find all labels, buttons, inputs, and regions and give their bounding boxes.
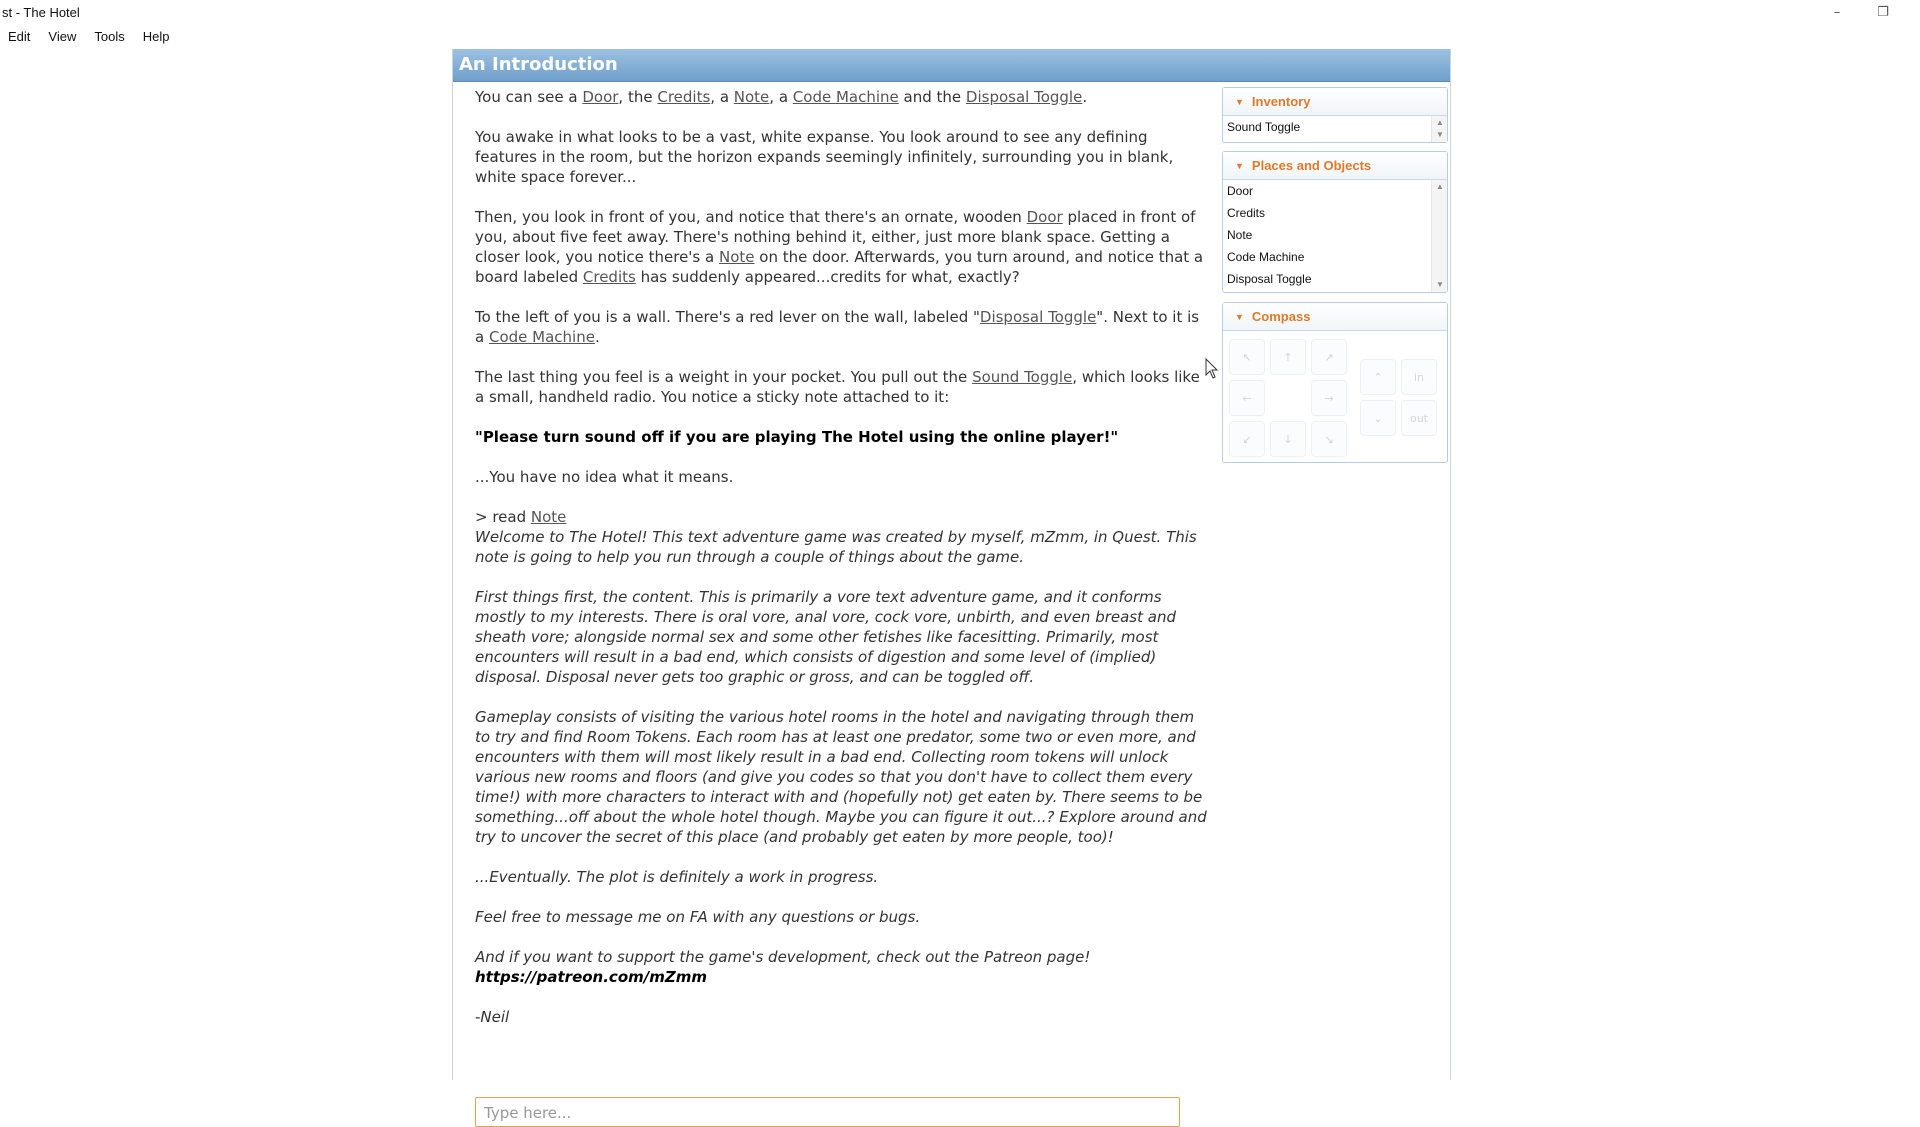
mouse-cursor-icon <box>1205 358 1219 380</box>
compass-header[interactable] <box>1223 303 1447 331</box>
command-text: > read <box>475 508 531 526</box>
restore-button[interactable]: ❐ <box>1877 4 1889 20</box>
compass-east-button[interactable]: → <box>1311 380 1347 416</box>
inventory-item[interactable]: Sound Toggle <box>1227 120 1301 134</box>
places-title: Places and Objects <box>1251 158 1372 173</box>
place-item-door[interactable]: Door <box>1227 184 1254 198</box>
signature: -Neil <box>475 1008 510 1026</box>
note-link[interactable]: Note <box>530 508 567 526</box>
note-link[interactable]: Note <box>718 248 755 266</box>
command-input[interactable] <box>475 1097 1180 1127</box>
note-link[interactable]: Note <box>733 88 770 106</box>
output-text: , a <box>710 88 734 106</box>
note-paragraph: First things first, the content. This is primarily a vore text adventure game, and it conforms mostly to my interests. There is oral vore, anal vore, cock vore, unbirth, and even breast and sheath vore; alongside normal sex and some other fetishes like facesitting. Primarily, most encounters will result in a bad end, which consists of digestion and some level of (implied) disposal. Disposal never gets too graphic or gross, and can be toggled off. <box>475 588 1176 686</box>
echoed-command <box>475 507 1210 527</box>
scroll-down-icon[interactable]: ▼ <box>1436 280 1444 289</box>
output-paragraph <box>475 87 1210 107</box>
output-text: ". Next to it is a <box>475 308 1200 346</box>
output-text: Then, you look in front of you, and notice that there's an ornate, wooden <box>475 208 1027 226</box>
door-link[interactable]: Door <box>1026 208 1063 226</box>
menu-view[interactable]: View <box>48 28 77 44</box>
place-item-disposal-toggle[interactable]: Disposal Toggle <box>1227 272 1312 286</box>
compass-in-button[interactable]: in <box>1401 359 1437 395</box>
output-text: The last thing you feel is a weight in your pocket. You pull out the <box>475 368 973 386</box>
scroll-up-icon[interactable]: ▲ <box>1436 118 1444 127</box>
output-paragraph: ...You have no idea what it means. <box>475 468 734 486</box>
inventory-list <box>1223 116 1447 142</box>
compass-northeast-button[interactable]: ↗ <box>1311 339 1347 375</box>
command-placeholder: Type here... <box>484 1104 572 1122</box>
compass-southwest-button[interactable]: ↙ <box>1229 421 1265 457</box>
output-text: To the left of you is a wall. There's a red lever on the wall, labeled " <box>475 308 980 326</box>
output-text: , which looks like a small, handheld radio. You notice a sticky note attached to it: <box>475 368 1200 406</box>
compass-southeast-button[interactable]: ↘ <box>1311 421 1347 457</box>
credits-link[interactable]: Credits <box>657 88 711 106</box>
compass-northwest-button[interactable]: ↖ <box>1229 339 1265 375</box>
inventory-scrollbar[interactable] <box>1431 116 1447 142</box>
output-text: has suddenly appeared...credits for what, exactly? <box>635 268 1020 286</box>
compass-south-button[interactable]: ↓ <box>1270 421 1306 457</box>
compass-north-button[interactable]: ↑ <box>1270 339 1306 375</box>
output-text: , a <box>769 88 793 106</box>
note-paragraph: Feel free to message me on FA with any questions or bugs. <box>475 908 921 926</box>
disposal-toggle-link[interactable]: Disposal Toggle <box>979 308 1097 326</box>
door-link[interactable]: Door <box>582 88 619 106</box>
inventory-title: Inventory <box>1251 94 1311 109</box>
output-paragraph: You awake in what looks to be a vast, white expanse. You look around to see any defining features in the room, but the horizon expands seemingly infinitely, surrounding you in blank, white space forever... <box>475 128 1174 186</box>
game-output <box>475 87 1210 1047</box>
menu-tools[interactable]: Tools <box>94 28 125 44</box>
note-paragraph <box>475 947 1210 987</box>
compass-body <box>1223 331 1447 463</box>
output-text: . <box>594 328 600 346</box>
compass-down-button[interactable]: ⌄ <box>1360 400 1396 436</box>
triangle-down-icon: ▼ <box>1235 160 1244 171</box>
code-machine-link[interactable]: Code Machine <box>792 88 899 106</box>
places-scrollbar[interactable] <box>1431 180 1447 292</box>
output-text: on the door. Afterwards, you turn around, and notice that a board labeled <box>475 248 1204 286</box>
compass-pane <box>1222 302 1448 463</box>
output-paragraph <box>475 307 1210 347</box>
triangle-down-icon: ▼ <box>1235 96 1244 107</box>
patreon-url: https://patreon.com/mZmm <box>475 968 707 986</box>
place-item-credits[interactable]: Credits <box>1227 206 1266 220</box>
window-title: st - The Hotel <box>2 4 80 20</box>
place-item-code-machine[interactable]: Code Machine <box>1227 250 1305 264</box>
compass-title: Compass <box>1251 309 1311 324</box>
places-list <box>1223 180 1447 292</box>
credits-link[interactable]: Credits <box>582 268 636 286</box>
location-bar <box>453 49 1450 82</box>
places-header[interactable] <box>1223 152 1447 180</box>
output-text: You can see a <box>475 88 583 106</box>
location-title: An Introduction <box>459 54 618 75</box>
output-text: placed in front of you, about five feet away. There's nothing behind it, either, just more blank space. Getting a closer look, you notice there's a <box>475 208 1196 266</box>
compass-up-button[interactable]: ⌃ <box>1360 359 1396 395</box>
compass-west-button[interactable]: ← <box>1229 380 1265 416</box>
note-paragraph: ...Eventually. The plot is definitely a work in progress. <box>475 868 879 886</box>
inventory-pane <box>1222 87 1448 143</box>
places-pane <box>1222 151 1448 293</box>
note-paragraph: Gameplay consists of visiting the various hotel rooms in the hotel and navigating through them to try and find Room Tokens. Each room has at least one predator, some two or even more, and encounters with them will most likely result in a bad end. Collecting room tokens will unlock various new rooms and floors (and give you codes so that you don't have to collect them every time!) with more characters to interact with and (hopefully not) get eaten by. There seems to be something...off about the whole hotel though. Maybe you can figure it out...? Explore around and try to uncover the secret of this place (and probably get eaten by more people, too)! <box>475 708 1207 846</box>
scroll-up-icon[interactable]: ▲ <box>1436 182 1444 191</box>
game-frame <box>452 49 1451 1122</box>
window-controls <box>1814 0 1906 24</box>
output-text: , the <box>618 88 658 106</box>
menu-edit[interactable]: Edit <box>8 28 31 44</box>
inventory-header[interactable] <box>1223 88 1447 116</box>
output-text: . <box>1082 88 1088 106</box>
note-text: And if you want to support the game's development, check out the Patreon page! <box>475 948 1091 966</box>
output-paragraph <box>475 207 1210 287</box>
note-paragraph: Welcome to The Hotel! This text adventure game was created by myself, mZmm, in Quest. This note is going to help you run through a couple of things about the game. <box>475 528 1197 566</box>
menu-bar <box>0 24 1920 48</box>
sticky-note-text: "Please turn sound off if you are playing The Hotel using the online player!" <box>475 428 1119 446</box>
code-machine-link[interactable]: Code Machine <box>488 328 595 346</box>
menu-help[interactable]: Help <box>142 28 170 44</box>
sound-toggle-link[interactable]: Sound Toggle <box>972 368 1073 386</box>
triangle-down-icon: ▼ <box>1235 311 1244 322</box>
disposal-toggle-link[interactable]: Disposal Toggle <box>965 88 1083 106</box>
scroll-down-icon[interactable]: ▼ <box>1436 130 1444 139</box>
output-text: and the <box>898 88 966 106</box>
place-item-note[interactable]: Note <box>1227 228 1253 242</box>
compass-out-button[interactable]: out <box>1401 400 1437 436</box>
output-paragraph <box>475 367 1210 407</box>
title-bar <box>0 0 1920 24</box>
minimize-button[interactable]: – <box>1833 4 1841 20</box>
